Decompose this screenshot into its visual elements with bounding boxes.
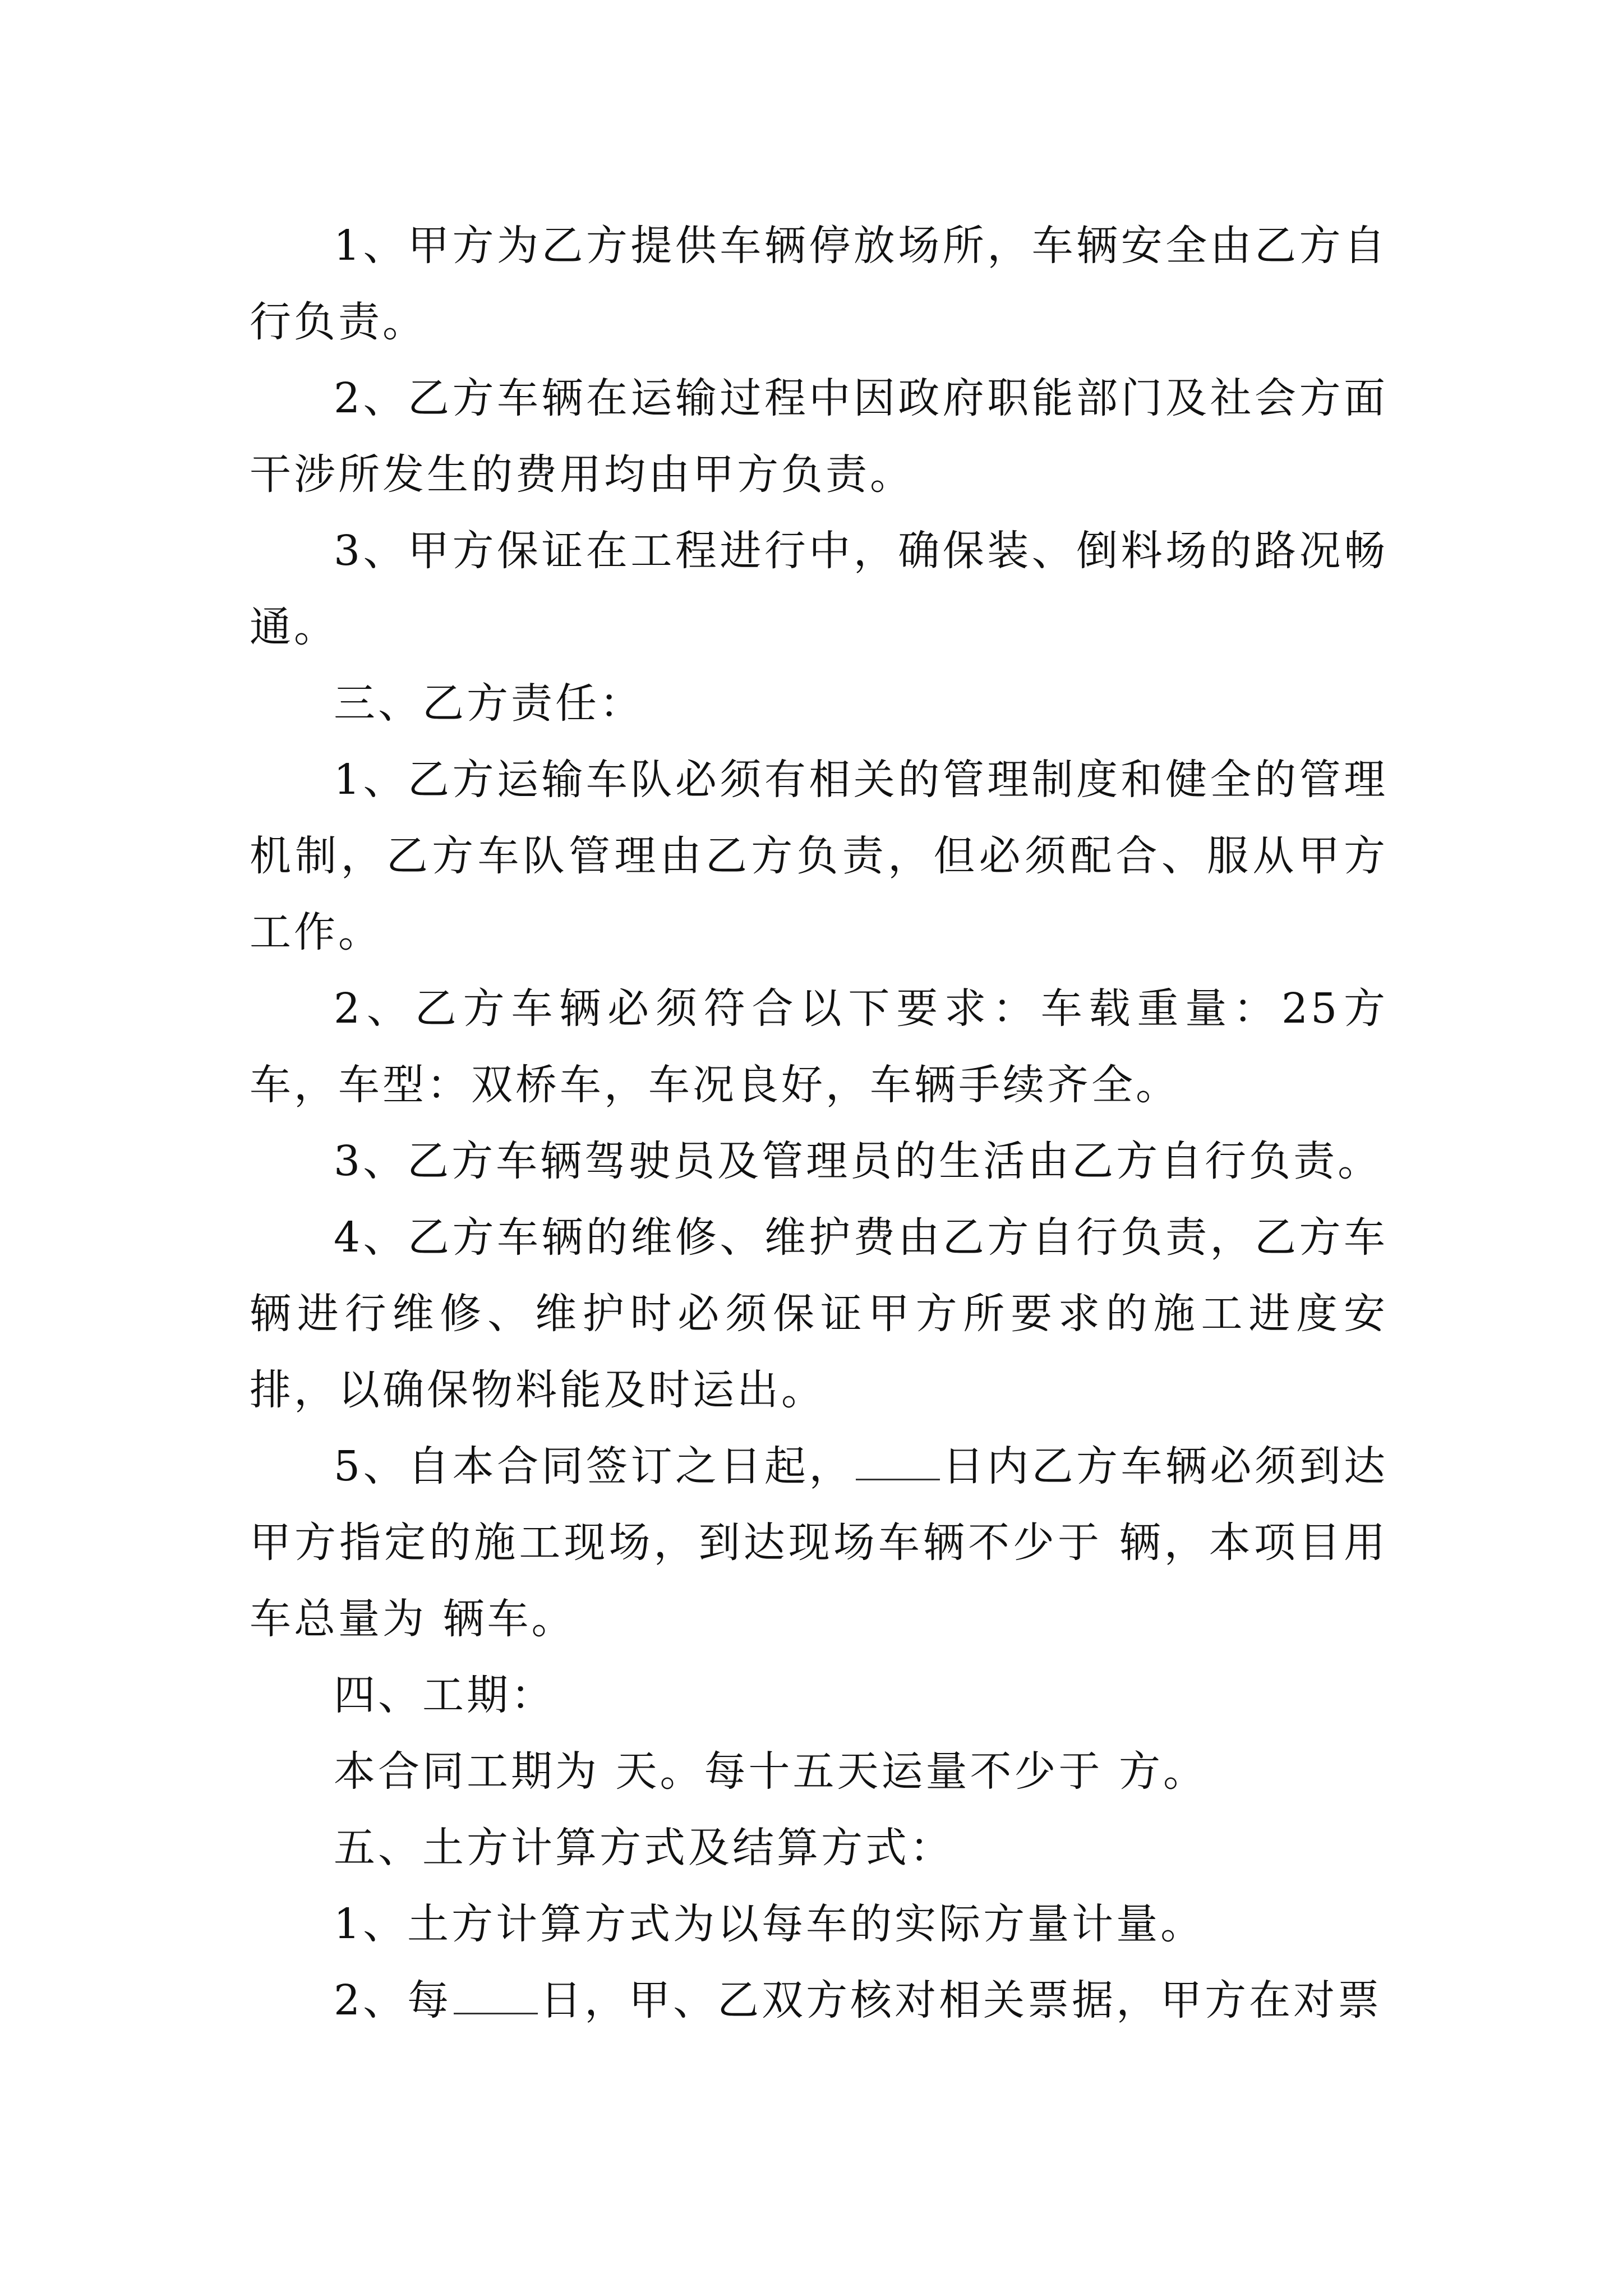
settlement-clause-2-part-2: 日，甲、乙双方核对相关票据，甲方在对票: [540, 1976, 1382, 2024]
clause-jia-3: 3、甲方保证在工程进行中，确保装、倒料场的路况畅通。: [250, 527, 1388, 651]
clause-yi-2: 2、乙方车辆必须符合以下要求：车载重量：25方车，车型：双桥车，车况良好，车辆手续齐全。: [250, 984, 1388, 1109]
schedule-text: 本合同工期为 天。每十五天运量不少于 方。: [334, 1747, 1208, 1796]
clause-jia-1: 1、甲方为乙方提供车辆停放场所，车辆安全由乙方自行负责。: [250, 222, 1388, 346]
clause-jia-2: 2、乙方车辆在运输过程中因政府职能部门及社会方面干涉所发生的费用均由甲方负责。: [250, 374, 1388, 499]
clause-yi-1: 1、乙方运输车队必须有相关的管理制度和健全的管理机制，乙方车队管理由乙方负责，但必须配合、服从甲方工作。: [250, 756, 1388, 956]
settlement-clause-2: [250, 1962, 1388, 2039]
fill-blank-days: [856, 1444, 940, 1480]
clause-yi-5-part-1: 5、自本合同签订之日起，: [334, 1442, 854, 1490]
clause-yi-5-part-2: 日内乙方车辆必须到达甲方指定的施工现场，到达现场车辆不少于 辆，本项目用车总量为 辆车。: [250, 1442, 1388, 1643]
contract-body: [250, 208, 1388, 2039]
settlement-clause-2-part-1: 2、每: [334, 1976, 452, 2024]
section-heading-schedule: 四、工期：: [334, 1671, 555, 1719]
clause-yi-5: [250, 1428, 1388, 1657]
section-heading-yi-responsibility: 三、乙方责任：: [334, 679, 644, 728]
section-heading-settlement: 五、土方计算方式及结算方式：: [334, 1824, 954, 1872]
settlement-clause-1: 1、土方计算方式为以每车的实际方量计量。: [334, 1900, 1205, 1948]
clause-yi-3: 3、乙方车辆驾驶员及管理员的生活由乙方自行负责。: [334, 1137, 1382, 1185]
clause-yi-4: 4、乙方车辆的维修、维护费由乙方自行负责，乙方车辆进行维修、维护时必须保证甲方所要求的施工进度安排，以确保物料能及时运出。: [250, 1213, 1388, 1414]
fill-blank-interval: [454, 1978, 538, 2014]
